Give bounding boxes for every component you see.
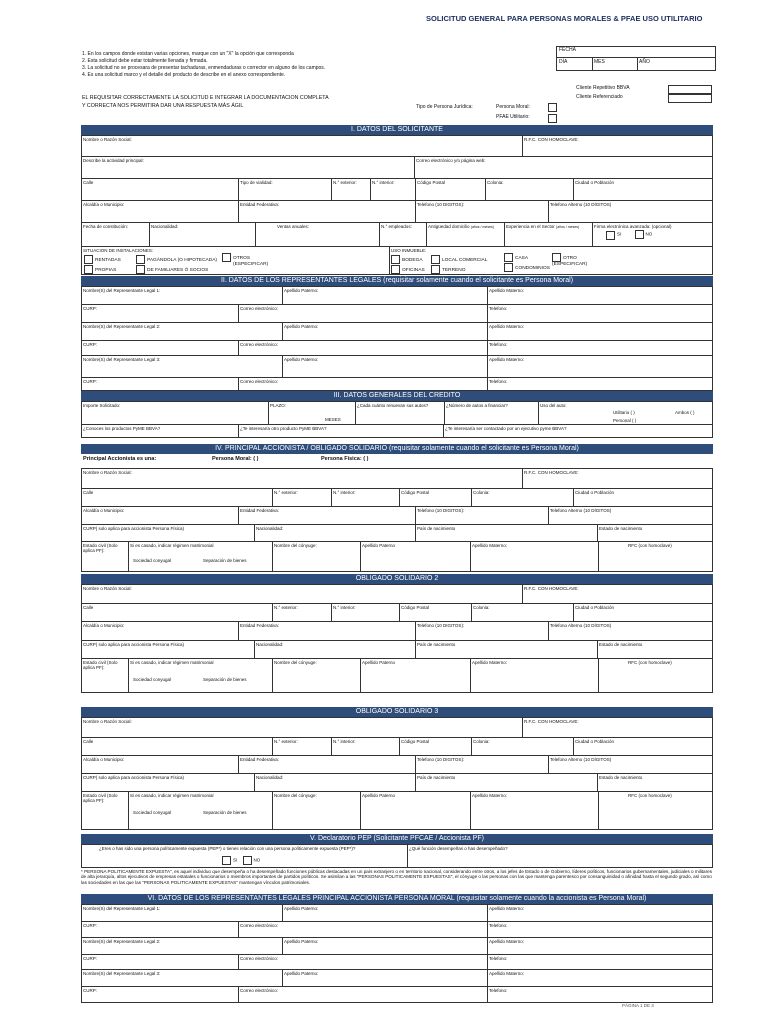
rep2-nombre-field[interactable]: Nombre(S) del Representante Legal 2: <box>83 324 161 329</box>
cliente-repetitivo-label: Cliente Repetitivo BBVA <box>576 85 630 91</box>
obligado-3-header: OBLIGADO SOLIDARIO 3 <box>81 707 713 717</box>
s6-rep1-paterno-field[interactable]: Apellido Paterno: <box>282 905 487 921</box>
o3-rfc2-field[interactable]: RFC (con homoclave) <box>598 792 712 829</box>
o3-int-field[interactable]: N.° interior: <box>331 738 399 755</box>
rep3-curp-field[interactable]: CURP: <box>83 379 98 384</box>
section-6-grid <box>81 904 713 1003</box>
colonia-field[interactable]: Colonia: <box>485 179 573 200</box>
s4-conyuge-materno-field[interactable]: Apellido Materno: <box>470 542 598 571</box>
rfc-field[interactable]: R.F.C. CON HOMOCLAVE: <box>522 136 712 156</box>
rep3-telefono-field[interactable]: Telefono: <box>487 378 712 390</box>
s6-rep2-telefono-field[interactable]: Telefono: <box>487 955 712 969</box>
persona-moral-checkbox[interactable] <box>548 103 557 112</box>
o2-telefono-field[interactable]: Telefono (10 DIGITOS): <box>415 622 548 640</box>
s4-estado-civil-field[interactable]: Estado civil (Solo aplica PF): <box>83 543 118 554</box>
o3-estado-civil-field[interactable]: Estado civil (Solo aplica PF): <box>83 793 118 804</box>
s4-entidad-field[interactable]: Entidad Federativa: <box>238 507 415 524</box>
o3-tel-alt-field[interactable]: Telefono Alterno (10 DÍGITOS) <box>548 756 712 773</box>
o3-calle-field[interactable]: Calle <box>83 739 94 744</box>
principal-label: Principal Accionista es una: <box>83 456 157 462</box>
o3-ext-field[interactable]: N.° exterior: <box>272 738 331 755</box>
rep3-correo-field[interactable]: Correo electrónico: <box>238 378 487 390</box>
o2-alcaldia-field[interactable]: Alcaldía o Municipio: <box>83 623 125 628</box>
rep2-curp-field[interactable]: CURP: <box>83 342 98 347</box>
casa-checkbox[interactable] <box>504 253 513 262</box>
section-6-header: VI. DATOS DE LOS REPRESENTANTES LEGALES PRINCIPAL ACCIONISTA PERSONA MORAL (requisitar solamente cuando la accionista es Persona Moral) <box>81 894 713 904</box>
s6-rep3-telefono-field[interactable]: Telefono: <box>487 987 712 1002</box>
otro-checkbox[interactable] <box>552 253 561 262</box>
rep3-materno-field[interactable]: Apellido Materno: <box>487 356 712 377</box>
persona-moral-label: Persona Moral: <box>496 104 530 110</box>
o2-tel-alt-field[interactable]: Telefono Alterno (10 DÍGITOS) <box>548 622 712 640</box>
firma-si-checkbox[interactable] <box>606 231 615 240</box>
tel-alterno-field[interactable]: Telefono Alterno (10 DÍGITOS) <box>548 201 712 222</box>
s6-rep2-nombre-field[interactable]: Nombre(S) del Representante Legal 2: <box>83 939 161 944</box>
cliente-referenciado-label: Cliente Referenciado <box>576 94 623 100</box>
section-2-header: II. DATOS DE LOS REPRESENTANTES LEGALES (requisitar solamente cuando el solicitante es Persona Moral) <box>81 276 713 286</box>
o3-colonia-field[interactable]: Colonia: <box>471 738 573 755</box>
rep2-materno-field[interactable]: Apellido Materno: <box>487 323 712 340</box>
oficinas-checkbox[interactable] <box>391 265 400 274</box>
plazo-field[interactable]: PLAZO: MESES <box>268 402 355 424</box>
dia-label: DÍA <box>559 59 568 65</box>
firma-field[interactable]: Firma electrónica avanzada: (opcional) SI NO <box>592 223 712 246</box>
o2-rfc2-field[interactable]: RFC (con homoclave) <box>598 659 712 692</box>
principal-fisica-option[interactable]: ( ) <box>363 456 369 462</box>
importe-field[interactable]: Importe Solicitado: <box>83 403 121 408</box>
empleados-field[interactable]: N.° empleados: <box>379 223 426 246</box>
rep1-nombre-field[interactable]: Nombre(S) del Representante Legal 1: <box>83 288 161 293</box>
rep2-correo-field[interactable]: Correo electrónico: <box>238 341 487 355</box>
instruction-2: 2. Esta solicitud debe estar totalmente llenada y firmada. <box>82 58 208 64</box>
ext-field[interactable]: N.° exterior: <box>331 179 370 200</box>
s4-curp-field[interactable]: CURP( solo aplica para accionista Persona Física) <box>83 526 185 531</box>
s4-alcaldia-field[interactable]: Alcaldía o Municipio: <box>83 508 125 513</box>
o2-ext-field[interactable]: N.° exterior: <box>272 604 331 621</box>
s4-colonia-field[interactable]: Colonia: <box>471 489 573 506</box>
mes-label: MES <box>594 59 605 65</box>
anio-label: AÑO <box>639 59 650 65</box>
section-3-grid <box>81 401 713 438</box>
section-5-header: V. Declaratorio PEP (Solicitante PFCAE / Accionista PF) <box>81 834 713 844</box>
s6-rep3-paterno-field[interactable]: Apellido Paterno: <box>282 970 487 986</box>
pfae-checkbox[interactable] <box>548 114 557 123</box>
cliente-repetitivo-box[interactable] <box>668 85 712 94</box>
pagandola-checkbox[interactable] <box>136 255 145 264</box>
section-5-grid <box>81 844 713 868</box>
nombre-razon-social-field[interactable]: Nombre o Razón Social: <box>83 137 132 142</box>
s4-calle-field[interactable]: Calle <box>83 490 94 495</box>
fecha-label: FECHA <box>559 47 576 53</box>
o2-nacionalidad-field[interactable]: Nacionalidad: <box>254 641 415 658</box>
int-field[interactable]: N.° interior: <box>370 179 415 200</box>
pep-question-field[interactable]: ¿Eres o has sido una persona políticamente expuesta (PEP*) o tienes relación con una persona políticamente expuesta (PEP*)? SI NO <box>82 845 407 867</box>
warning-line-1: EL REQUISITAR CORRECTAMENTE LA SOLICITUD E INTEGRAR LA DOCUMENTACION COMPLETA <box>82 95 329 101</box>
tipo-persona-label: Tipo de Persona Jurídica: <box>416 104 473 110</box>
s4-regimen-field[interactable]: Si es casado, indicar régimen matrimonial Sociedad conyugal Separación de bienes <box>128 542 272 571</box>
obligado-2-grid <box>81 584 713 693</box>
obligado-2-header: OBLIGADO SOLIDARIO 2 <box>81 574 713 584</box>
s4-nacionalidad-field[interactable]: Nacionalidad: <box>254 525 415 541</box>
s6-rep3-materno-field[interactable]: Apellido Materno: <box>487 970 712 986</box>
s6-rep1-curp-field[interactable]: CURP: <box>83 923 98 928</box>
obligado-3-grid <box>81 717 713 830</box>
s4-ciudad-field[interactable]: Ciudad o Población <box>573 489 712 506</box>
o3-regimen-field[interactable]: Si es casado, indicar régimen matrimonial Sociedad conyugal Separación de bienes <box>128 792 272 829</box>
s4-conyuge-paterno-field[interactable]: Apellido Paterno <box>360 542 470 571</box>
s6-rep2-paterno-field[interactable]: Apellido Paterno: <box>282 938 487 954</box>
rep1-telefono-field[interactable]: Telefono: <box>487 305 712 322</box>
renuevan-field[interactable]: ¿Cada cuánto renuevan sus autos? <box>355 402 444 424</box>
o3-conyuge-paterno-field[interactable]: Apellido Paterno <box>360 792 470 829</box>
telefono-field[interactable]: Telefono (10 DIGITOS): <box>415 201 548 222</box>
interesa-field[interactable]: ¿Te interesaría otro producto PyME BBVA? <box>238 425 443 437</box>
ciudad-field[interactable]: Ciudad o Población <box>573 179 712 200</box>
o3-nacionalidad-field[interactable]: Nacionalidad: <box>254 774 415 791</box>
tipo-vialidad-field[interactable]: Tipo de vialidad: <box>238 179 331 200</box>
correo-web-field[interactable]: Correo electrónico y/o página web: <box>414 157 712 178</box>
o3-alcaldia-field[interactable]: Alcaldía o Municipio: <box>83 757 125 762</box>
instruction-3: 3. La solicitud no se procesara de presentar tachaduras, enmendaduras o corrector en alguno de los campos. <box>82 65 326 71</box>
section-4-grid <box>81 468 713 572</box>
o3-pais-field[interactable]: País de nacimiento <box>415 774 597 791</box>
rep1-curp-field[interactable]: CURP: <box>83 306 98 311</box>
terreno-checkbox[interactable] <box>431 265 440 274</box>
nacionalidad-field[interactable]: Nacionalidad: <box>149 223 255 246</box>
rep2-telefono-field[interactable]: Telefono: <box>487 341 712 355</box>
contactado-field[interactable]: ¿Te interesaría ser contactado por un ejecutivo pyme BBVA? <box>443 425 712 437</box>
num-autos-field[interactable]: ¿Número de autos a financiar? <box>444 402 538 424</box>
o2-entidad-field[interactable]: Entidad Federativa: <box>238 622 415 640</box>
s6-rep3-curp-field[interactable]: CURP: <box>83 988 98 993</box>
familiares-checkbox[interactable] <box>136 265 145 274</box>
situacion-field: SITUACION DE INSTALACIONES: <box>83 248 154 253</box>
principal-moral-option[interactable]: ( ) <box>253 456 259 462</box>
o3-conyuge-field[interactable]: Nombre del cónyuge: <box>272 792 360 829</box>
pep-no-checkbox[interactable] <box>243 856 252 865</box>
o2-curp-field[interactable]: CURP( solo aplica para accionista Persona Física) <box>83 642 185 647</box>
experiencia-field[interactable]: Experiencia en el Sector (años / meses) <box>504 223 592 246</box>
uso-auto-field[interactable]: Uso del auto: Utilitario ( ) Ambos ( ) Personal ( ) <box>538 402 712 424</box>
propias-checkbox[interactable] <box>84 265 93 274</box>
o2-estado-nac-field[interactable]: Estado de nacimiento <box>597 641 712 658</box>
uso-field: USO INMUEBLE: <box>389 247 712 274</box>
page-number: PÁGINA 1 DE 3 <box>622 1003 654 1008</box>
s6-rep3-correo-field[interactable]: Correo electrónico: <box>238 987 487 1002</box>
s4-rfc-field[interactable]: R.F.C. CON HOMOCLAVE: <box>522 469 712 488</box>
o2-nombre-field[interactable]: Nombre o Razón Social: <box>83 586 132 591</box>
rep2-paterno-field[interactable]: Apellido Paterno: <box>282 323 487 340</box>
pfae-label: PFAE Utilitario: <box>496 114 530 120</box>
rep1-correo-field[interactable]: Correo electrónico: <box>238 305 487 322</box>
otros-checkbox[interactable] <box>222 253 231 262</box>
s4-nombre-field[interactable]: Nombre o Razón Social: <box>83 470 132 475</box>
o2-regimen-field[interactable]: Si es casado, indicar régimen matrimonial Sociedad conyugal Separación de bienes <box>128 659 272 692</box>
section-4-header: IV. PRINCIPAL ACCIONISTA / OBLIGADO SOLIDARIO (requisitar solamente cuando el solicitante es Persona Moral) <box>81 444 713 454</box>
antiguedad-field[interactable]: Antigüedad domicilio (años / meses) <box>426 223 504 246</box>
s6-rep1-correo-field[interactable]: Correo electrónico: <box>238 922 487 937</box>
pep-si-checkbox[interactable] <box>222 856 231 865</box>
section-2-grid <box>81 286 713 391</box>
o3-rfc-field[interactable]: R.F.C. CON HOMOCLAVE: <box>522 718 712 737</box>
s4-cp-field[interactable]: Código Postal <box>399 489 471 506</box>
s6-rep2-correo-field[interactable]: Correo electrónico: <box>238 955 487 969</box>
s4-telefono-field[interactable]: Telefono (10 DIGITOS): <box>415 507 548 524</box>
o2-rfc-field[interactable]: R.F.C. CON HOMOCLAVE: <box>522 585 712 603</box>
rep1-materno-field[interactable]: Apellido Materno: <box>487 287 712 304</box>
o3-estado-nac-field[interactable]: Estado de nacimiento <box>597 774 712 791</box>
o3-entidad-field[interactable]: Entidad Federativa: <box>238 756 415 773</box>
o2-estado-civil-field[interactable]: Estado civil (Solo aplica PF): <box>83 660 118 671</box>
s4-estado-nac-field[interactable]: Estado de nacimiento <box>597 525 712 541</box>
alcaldia-field[interactable]: Alcaldía o Municipio: <box>83 202 125 207</box>
s6-rep2-curp-field[interactable]: CURP: <box>83 956 98 961</box>
o2-conyuge-materno-field[interactable]: Apellido Materno: <box>470 659 598 692</box>
o2-ciudad-field[interactable]: Ciudad o Población <box>573 604 712 621</box>
o2-int-field[interactable]: N.° interior: <box>331 604 399 621</box>
s6-rep1-materno-field[interactable]: Apellido Materno: <box>487 905 712 921</box>
o3-nombre-field[interactable]: Nombre o Razón Social: <box>83 719 132 724</box>
s4-conyuge-field[interactable]: Nombre del cónyuge: <box>272 542 360 571</box>
o2-conyuge-field[interactable]: Nombre del cónyuge: <box>272 659 360 692</box>
o3-conyuge-materno-field[interactable]: Apellido Materno: <box>470 792 598 829</box>
conoce-field[interactable]: ¿Conoces los productos PyME BBVA? <box>83 426 161 431</box>
entidad-field[interactable]: Entidad Federativa: <box>238 201 415 222</box>
s4-rfc2-field[interactable]: RFC (con homoclave) <box>598 542 712 571</box>
rep1-paterno-field[interactable]: Apellido Paterno: <box>282 287 487 304</box>
condominios-checkbox[interactable] <box>504 263 513 272</box>
instructions <box>82 52 402 80</box>
local-checkbox[interactable] <box>431 255 440 264</box>
s6-rep1-telefono-field[interactable]: Telefono: <box>487 922 712 937</box>
warning-line-2: Y CORRECTA NOS PERMITIRA DAR UNA RESPUESTA MÁS ÁGIL <box>82 103 244 109</box>
pep-funcion-field[interactable]: ¿Qué función desempeñas o has desempeñado? <box>407 845 712 867</box>
ventas-field[interactable]: Ventas anuales: <box>255 223 379 246</box>
o2-conyuge-paterno-field[interactable]: Apellido Paterno <box>360 659 470 692</box>
o2-calle-field[interactable]: Calle <box>83 605 94 610</box>
cliente-referenciado-box[interactable] <box>668 94 712 103</box>
cp-field[interactable]: Código Postal <box>415 179 485 200</box>
rentadas-checkbox[interactable] <box>84 255 93 264</box>
o3-curp-field[interactable]: CURP( solo aplica para accionista Persona Física) <box>83 775 185 780</box>
o3-ciudad-field[interactable]: Ciudad o Población <box>573 738 712 755</box>
o2-pais-field[interactable]: País de nacimiento <box>415 641 597 658</box>
form-title: SOLICITUD GENERAL PARA PERSONAS MORALES & PFAE USO UTILITARIO <box>426 14 703 23</box>
o2-colonia-field[interactable]: Colonia: <box>471 604 573 621</box>
s4-tel-alt-field[interactable]: Telefono Alterno (10 DÍGITOS) <box>548 507 712 524</box>
s4-int-field[interactable]: N.° interior: <box>331 489 399 506</box>
section-3-header: III. DATOS GENERALES DEL CREDITO <box>81 391 713 401</box>
pep-note: * PERSONA POLITICAMENTE EXPUESTA", es aquel individuo que desempeña o ha desempeñado funciones públicas destacadas en un país extranjero o en territorio nacional, considerando entre otros, a los jefes de Estado o de Gobierno, líderes políticos, funcionarios gubernamentales, judiciales o militares de alta jerarquía, altos ejecutivos de empresas estatales o funcionarios o miembros importantes de partidos políticos. Se asimilan a las "PERSONAS POLITICAMENTE EXPUESTAS", el cónyuge o las personas con las que mantenga parentesco por consanguinidad o afinidad hasta el segundo grado, así como las sociedades en las que las "PERSONAS POLITICAMENTE EXPUESTAS" mantengan vínculos patrimoniales. <box>81 869 712 885</box>
instruction-4: 4. Es una solicitud marco y el detalle del producto de describe en el anexo correspondiente. <box>82 72 286 78</box>
s6-rep2-materno-field[interactable]: Apellido Materno: <box>487 938 712 954</box>
rep3-paterno-field[interactable]: Apellido Paterno: <box>282 356 487 377</box>
bodega-checkbox[interactable] <box>391 255 400 264</box>
date-box[interactable] <box>556 46 716 71</box>
section-1-grid: Nombre o Razón Social: R.F.C. CON HOMOCLAVE: Describe la actividad principal: Correo electrónico y/o página web: Calle Tipo de vialidad: N.° exterior: N.° interior: Código Postal Colonia: Ciudad o Población Alcaldía o Municipio: Entidad Federativa: Telefono (10 DIGITOS): Telefono Alterno (10 DÍGITOS) Fecha de constitución: Nacionalidad: Ventas anuales: N.° empleados: Antigüedad domicilio (años / meses) Experiencia en el Sector (años / meses) Firma electrónica avanzada: (opcional) SI NO SITUACION DE INSTALACIONES: USO INMUEBLE: RENTADAS PROPIAS PAGÁNDOLA (O HIPOTECADA) DE FAMILIARES Ó SOCIOS OTROS (ESPECIFICAR) BODEGA OFICINAS LOCAL COMERCIAL TERRENO CASA CONDOMINIOS OTRO (ESPECIFICAR) <box>81 135 713 275</box>
instruction-1: 1. En los campos donde existan varias opciones, marque con un "X" la opción que corresponda <box>82 51 294 57</box>
actividad-field[interactable]: Describe la actividad principal: <box>83 158 144 163</box>
fecha-constitucion-field[interactable]: Fecha de constitución: <box>83 224 129 229</box>
s4-pais-field[interactable]: País de nacimiento <box>415 525 597 541</box>
warning-text <box>82 95 402 111</box>
o2-cp-field[interactable]: Código Postal <box>399 604 471 621</box>
rep3-nombre-field[interactable]: Nombre(S) del Representante Legal 3: <box>83 357 161 362</box>
o3-telefono-field[interactable]: Telefono (10 DIGITOS): <box>415 756 548 773</box>
s6-rep1-nombre-field[interactable]: Nombre(S) del Representante Legal 1: <box>83 906 161 911</box>
firma-no-checkbox[interactable] <box>635 230 644 239</box>
s4-ext-field[interactable]: N.° exterior: <box>272 489 331 506</box>
section-1-header: I. DATOS DEL SOLICITANTE <box>81 125 713 135</box>
o3-cp-field[interactable]: Código Postal <box>399 738 471 755</box>
s6-rep3-nombre-field[interactable]: Nombre(S) del Representante Legal 3: <box>83 971 161 976</box>
calle-field[interactable]: Calle <box>83 180 94 185</box>
